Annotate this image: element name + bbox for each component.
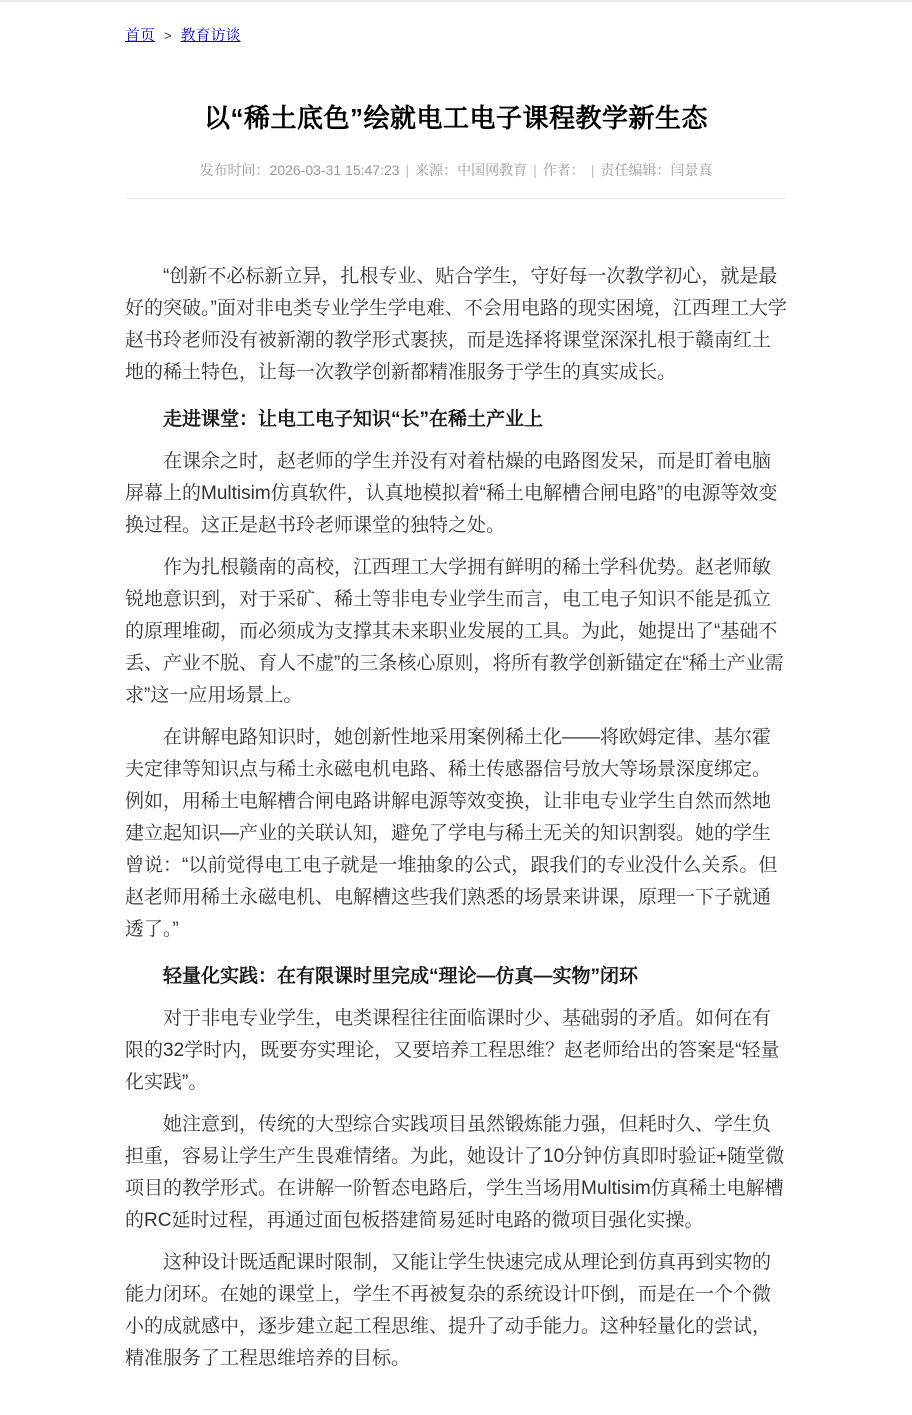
meta-separator: | xyxy=(405,162,410,178)
section-heading: 走进课堂：让电工电子知识“长”在稀土产业上 xyxy=(163,409,544,430)
breadcrumb-link-home[interactable]: 首页 xyxy=(125,27,156,44)
article-paragraph: 在课余之时，赵老师的学生并没有对着枯燥的电路图发呆，而是盯着电脑屏幕上的Multisim仿真软件，认真地模拟着“稀土电解槽合闸电路”的电源等效变换过程。这正是赵书玲老师课堂的独特之处。 xyxy=(125,451,778,536)
article-paragraph: 这种设计既适配课时限制，又能让学生快速完成从理论到仿真再到实物的能力闭环。在她的课堂上，学生不再被复杂的系统设计吓倒，而是在一个个微小的成就感中，逐步建立起工程思维、提升了动手能力。这种轻量化的尝试，精准服务了工程思维培养的目标。 xyxy=(125,1252,772,1369)
editor-value: 闫景真 xyxy=(670,162,713,178)
article-paragraph: 她注意到，传统的大型综合实践项目虽然锻炼能力强，但耗时久、学生负担重，容易让学生产生畏难情绪。为此，她设计了10分钟仿真即时验证+随堂微项目的教学形式。在讲解一阶暂态电路后，学生当场用Multisim仿真稀土电解槽的RC延时过程，再通过面包板搭建简易延时电路的微项目强化实操。 xyxy=(125,1114,785,1231)
meta-separator: | xyxy=(533,162,537,178)
article-title: 以“稀土底色”绘就电工电子课程教学新生态 xyxy=(203,103,708,133)
article-paragraph: “创新不必标新立异，扎根专业、贴合学生，守好每一次教学初心，就是最好的突破。”面对非电类专业学生学电难、不会用电路的现实困境，江西理工大学赵书玲老师没有被新潮的教学形式裹挟，而是选择将课堂深深扎根于赣南红土地的稀土特色，让每一次教学创新都精准服务于学生的真实成长。 xyxy=(125,266,787,383)
breadcrumb-link-education-interview[interactable]: 教育访谈 xyxy=(180,27,241,44)
publish-time-value: 2026-03-31 15:47:23 xyxy=(269,162,400,178)
breadcrumb xyxy=(125,2,787,46)
meta-separator: | xyxy=(590,162,595,178)
breadcrumb-separator: > xyxy=(164,28,172,43)
author-label: 作者： xyxy=(542,162,585,178)
section-heading: 轻量化实践：在有限课时里完成“理论—仿真—实物”闭环 xyxy=(163,966,639,987)
article-body xyxy=(125,199,787,1415)
article-paragraph: 作为扎根赣南的高校，江西理工大学拥有鲜明的稀土学科优势。赵老师敏锐地意识到，对于采矿、稀土等非电专业学生而言，电工电子知识不能是孤立的原理堆砌，而必须成为支撑其未来职业发展的工具。为此，她提出了“基础不丢、产业不脱、育人不虚”的三条核心原则，将所有教学创新锚定在“稀土产业需求”这一应用场景上。 xyxy=(125,557,784,706)
article-paragraph: 在讲解电路知识时，她创新性地采用案例稀土化——将欧姆定律、基尔霍夫定律等知识点与稀土永磁电机电路、稀土传感器信号放大等场景深度绑定。例如，用稀土电解槽合闸电路讲解电源等效变换，让非电专业学生自然而然地建立起知识—产业的关联认知，避免了学电与稀土无关的知识割裂。她的学生曾说：“以前觉得电工电子就是一堆抽象的公式，跟我们的专业没什么关系。但赵老师用稀土永磁电机、电解槽这些我们熟悉的场景来讲课，原理一下子就通透了。” xyxy=(125,727,778,940)
article-paragraph: 对于非电专业学生，电类课程往往面临课时少、基础弱的矛盾。如何在有限的32学时内，既要夯实理论，又要培养工程思维？赵老师给出的答案是“轻量化实践”。 xyxy=(125,1008,780,1093)
article-meta xyxy=(125,160,787,199)
source-label: 来源： xyxy=(415,162,458,178)
editor-label: 责任编辑： xyxy=(600,162,671,178)
source-value: 中国网教育 xyxy=(457,162,528,178)
content-container xyxy=(125,2,787,1415)
publish-time-label: 发布时间： xyxy=(199,162,270,178)
